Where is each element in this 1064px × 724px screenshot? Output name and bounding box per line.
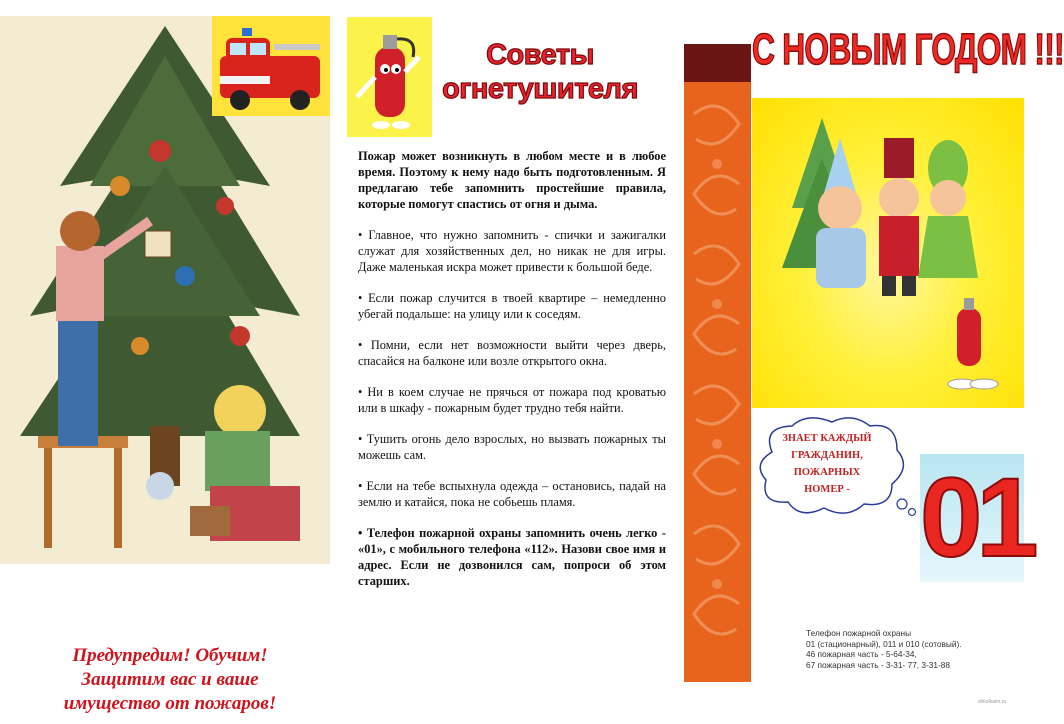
cloud-line: ГРАЖДАНИН, bbox=[791, 450, 863, 461]
tip-item: • Тушить огонь дело взрослых, но вызвать пожарных ты можешь сам. bbox=[358, 432, 666, 462]
extinguisher-mascot-image bbox=[347, 17, 432, 137]
contact-line: 46 пожарная часть - 5-64-34, bbox=[806, 649, 917, 659]
fire-truck-icon bbox=[212, 16, 330, 116]
cloud-line: НОМЕР - bbox=[804, 484, 850, 495]
tip-item: • Помни, если нет возможности выйти через дверь, спасайся на балконе или возле открытого окна. bbox=[358, 338, 666, 368]
motto-text bbox=[20, 644, 320, 716]
ornament-pattern bbox=[684, 44, 751, 682]
tips-title-line-2: огнетушителя bbox=[442, 73, 638, 105]
cartoon-drawing bbox=[752, 98, 1024, 410]
tip-item: • Главное, что нужно запомнить - спички и зажигалки служат для хозяйственных дел, но никак не для игры. Даже маленькая искра может привести к большой беде. bbox=[358, 228, 666, 274]
motto-line-3: имущество от пожаров! bbox=[63, 693, 277, 714]
tip-item: • Если на тебе вспыхнула одежда – остановись, падай на землю и катайся, пока не собьешь пламя. bbox=[358, 479, 666, 509]
decorative-strip bbox=[684, 44, 751, 682]
cloud-text bbox=[772, 430, 882, 498]
tips-intro: Пожар может возникнуть в любом месте и в любое время. Поэтому к нему надо быть подготовленным. Я предлагаю тебе запомнить простейшие правила, которые помогут спастись от огня и дыма. bbox=[358, 149, 666, 211]
tip-item: • Если пожар случится в твоей квартире – немедленно убегай подальше: на улицу или к соседям. bbox=[358, 291, 666, 321]
site-watermark: shkolkaim.ru bbox=[978, 699, 1007, 705]
emergency-number: 01 bbox=[920, 455, 1033, 580]
cartoon-characters-image bbox=[752, 98, 1024, 410]
cloud-line: ЗНАЕТ КАЖДЫЙ bbox=[782, 433, 872, 444]
motto-line-1: Предупредим! Обучим! bbox=[72, 645, 268, 666]
fire-truck-image bbox=[212, 16, 330, 116]
contact-line: Телефон пожарной охраны bbox=[806, 628, 912, 638]
tips-title-line-1: Советы bbox=[486, 39, 594, 71]
fire-service-contacts bbox=[806, 628, 1016, 670]
contact-line: 01 (стационарный), 011 и 010 (сотовый). bbox=[806, 638, 962, 649]
cloud-line: ПОЖАРНЫХ bbox=[793, 467, 861, 478]
motto-line-2: Защитим вас и ваше bbox=[81, 669, 259, 690]
contact-line: 67 пожарная часть - 3-31- 77, 3-31-88 bbox=[806, 659, 951, 670]
new-year-greeting: С НОВЫМ ГОДОМ !!! bbox=[752, 25, 1064, 74]
emergency-number-box bbox=[920, 454, 1033, 582]
fire-safety-tips bbox=[358, 148, 666, 604]
tip-item: • Ни в коем случае не прячься от пожара под кроватью или в шкафу - пожарным будет трудно тебя найти. bbox=[358, 385, 666, 415]
extinguisher-mascot-icon bbox=[347, 17, 432, 137]
tip-item-final: • Телефон пожарной охраны запомнить очень легко - «01», с мобильного телефона «112». Назови свое имя и адрес. Если не дозвонился сам, попроси об этом старших. bbox=[358, 526, 666, 588]
tips-title bbox=[432, 38, 648, 106]
